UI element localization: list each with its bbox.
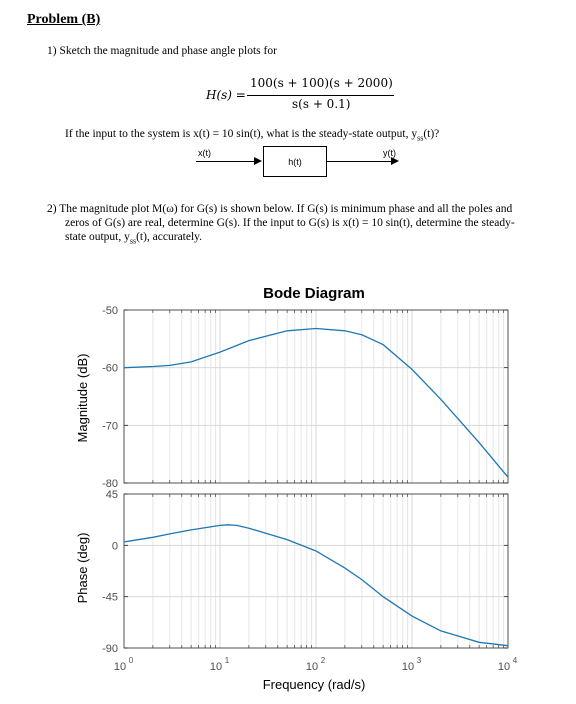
- question-1-text: 1) Sketch the magnitude and phase angle plots for: [47, 45, 277, 57]
- question-2-line-1: 2) The magnitude plot M(ω) for G(s) is shown below. If G(s) is minimum phase and all the poles and: [47, 203, 513, 215]
- output-arrow-head: [391, 157, 399, 165]
- phase-x-tick-label: 10: [209, 661, 223, 673]
- phase-axis-label: Phase (deg): [75, 532, 90, 604]
- system-block-label: h(t): [288, 156, 302, 167]
- magnitude-axis-label: Magnitude (dB): [75, 353, 90, 443]
- phase-y-tick-label: 45: [105, 489, 118, 501]
- phase-x-tick-exponent: 1: [224, 656, 230, 665]
- phase-x-tick-label: 10: [305, 661, 319, 673]
- transfer-function-denominator: s(s + 0.1): [292, 97, 351, 111]
- transfer-function-lhs: H(s) =: [206, 88, 246, 102]
- question-2-line-2: zeros of G(s) are real, determine G(s). If the input to G(s) is x(t) = 10 sin(t), determine the steady-: [65, 217, 515, 229]
- magnitude-y-tick-label: -80: [102, 478, 118, 490]
- output-signal-label: y(t): [383, 148, 396, 158]
- bode-diagram: [0, 275, 576, 704]
- magnitude-y-tick-label: -70: [102, 420, 118, 433]
- magnitude-y-tick-label: -50: [102, 305, 118, 317]
- phase-x-tick-label: 10: [497, 661, 511, 673]
- frequency-axis-label: Frequency (rad/s): [262, 677, 366, 692]
- system-block: [263, 146, 327, 177]
- magnitude-y-tick-label: -60: [102, 362, 118, 375]
- chart-title: Bode Diagram: [263, 285, 365, 302]
- phase-x-tick-label: 10: [113, 661, 127, 673]
- phase-y-tick-label: -45: [102, 591, 118, 604]
- phase-x-tick-exponent: 4: [512, 656, 518, 665]
- question-1-input-text: If the input to the system is x(t) = 10 sin(t), what is the steady-state output, $y_{ss}(t)$?: [65, 128, 440, 143]
- output-arrow-line: [327, 161, 391, 162]
- fraction-bar: [247, 95, 394, 96]
- phase-panel: [102, 489, 518, 673]
- phase-x-tick-exponent: 3: [416, 656, 422, 665]
- transfer-function-numerator: 100(s + 100)(s + 2000): [250, 76, 393, 90]
- magnitude-panel: [102, 305, 508, 490]
- phase-x-tick-exponent: 2: [320, 656, 326, 665]
- problem-title: Problem (B): [27, 12, 101, 27]
- input-arrow-head: [254, 157, 262, 165]
- phase-y-tick-label: 0: [111, 540, 118, 553]
- phase-x-tick-label: 10: [401, 661, 415, 673]
- input-arrow-line: [196, 161, 254, 162]
- input-signal-label: x(t): [198, 148, 211, 158]
- question-2-line-3: state output, $y_{ss}(t)$, accurately.: [65, 231, 203, 246]
- phase-x-tick-exponent: 0: [128, 656, 134, 665]
- phase-y-tick-label: -90: [102, 643, 118, 655]
